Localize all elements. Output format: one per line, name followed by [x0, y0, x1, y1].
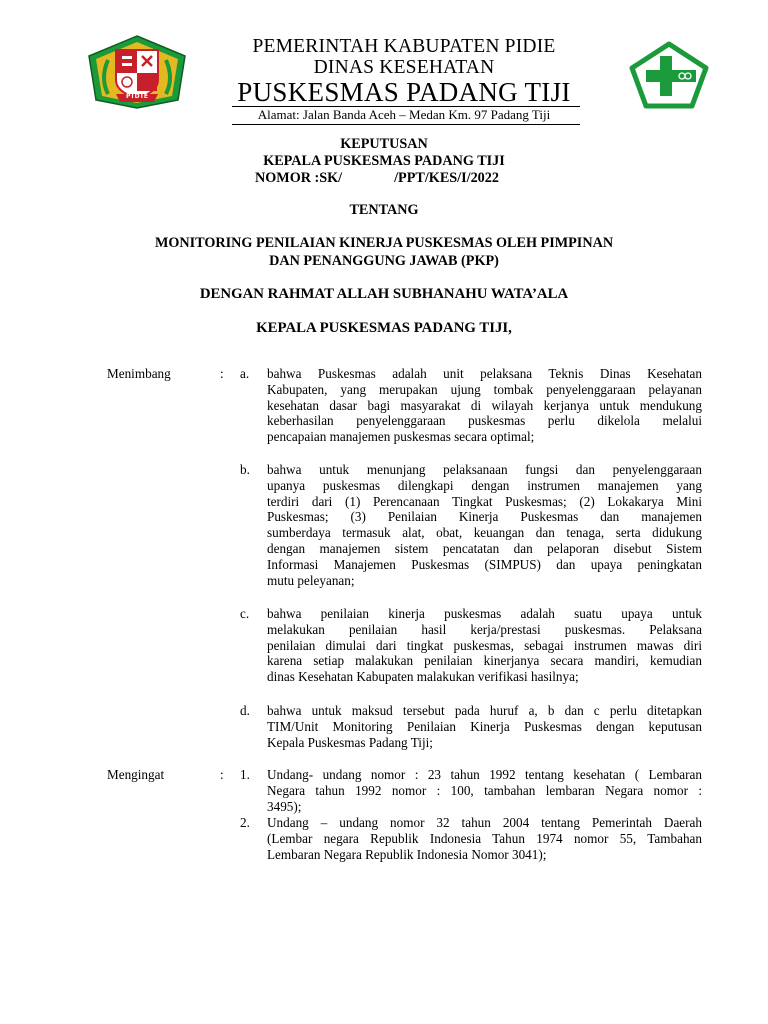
text-line: pencapaian manajemen puskesmas secara optimal; — [267, 429, 535, 445]
text-line: melakukan penilaian hasil kerja/prestasi puskesmas. Pelaksana — [267, 621, 702, 637]
title-subject-line1: MONITORING PENILAIAN KINERJA PUSKESMAS OLEH PIMPINAN — [154, 235, 614, 251]
menimbang-marker-d: d. — [240, 703, 250, 718]
text-line: Kepala Puskesmas Padang Tiji; — [267, 734, 433, 750]
menimbang-item-a — [267, 366, 702, 445]
text-line: Puskesmas; (3) Penilaian Kinerja Puskesmas dan manajemen — [267, 509, 702, 525]
menimbang-label: Menimbang — [107, 366, 171, 381]
nomor-prefix: NOMOR :SK/ — [255, 170, 343, 186]
text-line: (Lembar negara Republik Indonesia Tahun 1974 nomor 55, Tambahan — [267, 830, 702, 846]
menimbang-marker-a: a. — [240, 366, 250, 381]
text-line: Negara tahun 1992 nomor : 100, tambahan lembaran Negara nomor : — [267, 782, 702, 798]
text-line: bahwa penilaian kinerja puskesmas adalah suatu upaya untuk — [267, 606, 702, 621]
letterhead-address: Alamat: Jalan Banda Aceh – Medan Km. 97 Padang Tiji — [257, 107, 551, 122]
text-line: dinas Kesehatan Kabupaten malakukan verifikasi hasilnya; — [267, 669, 579, 685]
text-line: Informasi Manajemen Puskesmas (SIMPUS) dan upaya peningkatan — [267, 556, 702, 572]
menimbang-colon: : — [220, 366, 224, 381]
mengingat-item-1 — [267, 767, 702, 814]
text-line: mutu peleyanan; — [267, 572, 355, 588]
title-subject-line2: DAN PENANGGUNG JAWAB (PKP) — [269, 253, 499, 269]
text-line: bahwa Puskesmas adalah unit pelaksana Teknis Dinas Kesehatan — [267, 366, 702, 381]
text-line: penilaian dimulai dari tingkat puskesmas, sebagai instrumen mawas diri — [267, 637, 702, 653]
letterhead-rule-bottom — [232, 124, 580, 125]
menimbang-marker-b: b. — [240, 462, 250, 477]
text-line: Undang – undang nomor 32 tahun 2004 tentang Pemerintah Daerah — [267, 815, 702, 830]
crest-text: PIDIE — [126, 93, 149, 100]
text-line: karena setiap malakukan penilaian kinerjanya secara mandiri, kemudian — [267, 653, 702, 669]
pidie-crest-icon — [86, 34, 188, 110]
text-line: 3495); — [267, 798, 302, 814]
mengingat-colon: : — [220, 767, 224, 782]
menimbang-item-d — [267, 703, 702, 750]
nomor-suffix: /PPT/KES/I/2022 — [394, 170, 499, 186]
letterhead-institution: PUSKESMAS PADANG TIJI — [237, 77, 571, 107]
text-line: TIM/Unit Monitoring Penilaian Kinerja Puskesmas dengan keputusan — [267, 718, 702, 734]
text-line: dengan manajemen sistem pencatatan dan pelaporan disebut Sistem — [267, 540, 702, 556]
text-line: sumberdaya termasuk alat, obat, keuangan dan tenaga, serta didukung — [267, 525, 702, 541]
title-keputusan: KEPUTUSAN — [340, 136, 428, 152]
text-line: bahwa untuk maksud tersebut pada huruf a, b dan c perlu ditetapkan — [267, 703, 702, 718]
text-line: Undang- undang nomor : 23 tahun 1992 tentang kesehatan ( Lembaran — [267, 767, 702, 782]
mengingat-label: Mengingat — [107, 767, 165, 782]
text-line: Kabupaten, yang merupakan ujung tombak penyelenggaraan pelayanan — [267, 381, 702, 397]
text-line: bahwa untuk menunjang pelaksanaan fungsi dan penyelenggaraan — [267, 462, 702, 477]
text-line: kesehatan dasar bagi masyarakat di wilayah kerjanya untuk mendukung — [267, 397, 702, 413]
puskesmas-cross-icon — [618, 38, 722, 110]
letterhead-department: DINAS KESEHATAN — [313, 57, 495, 78]
letterhead-government: PEMERINTAH KABUPATEN PIDIE — [252, 36, 556, 57]
title-rahmat: DENGAN RAHMAT ALLAH SUBHANAHU WATA’ALA — [199, 286, 569, 302]
text-line: keberhasilan penyelenggaraan puskesmas perlu dikelola melalui — [267, 413, 702, 429]
title-kepala-closing: KEPALA PUSKESMAS PADANG TIJI, — [256, 320, 512, 336]
text-line: terdiri dari (1) Perencanaan Tingkat Puskesmas; (2) Lokakarya Mini — [267, 493, 702, 509]
menimbang-marker-c: c. — [240, 606, 250, 621]
text-line: Lembaran Negara Republik Indonesia Nomor 3041); — [267, 846, 547, 862]
text-line: upanya puskesmas dilengkapi dengan instrumen manajemen yang — [267, 477, 702, 493]
title-kepala: KEPALA PUSKESMAS PADANG TIJI — [263, 153, 505, 169]
menimbang-item-c — [267, 606, 702, 685]
mengingat-marker-2: 2. — [240, 815, 250, 830]
mengingat-item-2 — [267, 815, 702, 862]
title-tentang: TENTANG — [349, 202, 419, 218]
title-nomor — [0, 170, 768, 187]
menimbang-item-b — [267, 462, 702, 588]
mengingat-marker-1: 1. — [240, 767, 250, 782]
